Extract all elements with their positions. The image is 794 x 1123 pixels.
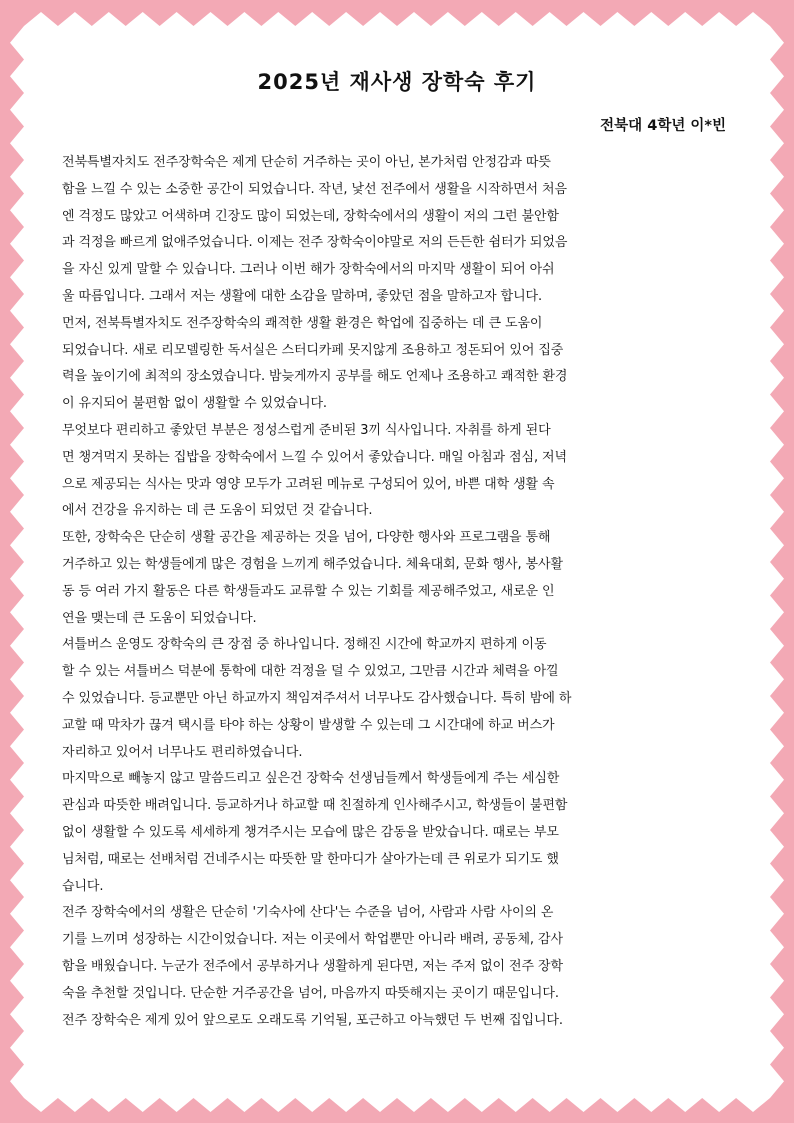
text-line: 전주 장학숙은 제게 있어 앞으로도 오래도록 기억될, 포근하고 아늑했던 두 번째 집입니다. <box>62 1012 563 1028</box>
text-line: 숙을 추천할 것입니다. 단순한 거주공간을 넘어, 마음까지 따뜻해지는 곳이기 때문입니다. <box>62 985 559 1001</box>
text-line: 되었습니다. 새로 리모델링한 독서실은 스터디카페 못지않게 조용하고 정돈되어 있어 집중 <box>62 342 564 358</box>
text-line: 과 걱정을 빠르게 없애주었습니다. 이제는 전주 장학숙이야말로 저의 든든한 쉼터가 되었음 <box>62 235 568 251</box>
text-line: 할 수 있는 셔틀버스 덕분에 통학에 대한 걱정을 덜 수 있었고, 그만큼 시간과 체력을 아낄 <box>62 664 559 680</box>
text-line: 무엇보다 편리하고 좋았던 부분은 정성스럽게 준비된 3끼 식사입니다. 자취를 하게 된다 <box>62 422 551 438</box>
text-line: 수 있었습니다. 등교뿐만 아닌 하교까지 책임져주셔서 너무나도 감사했습니다. 특히 밤에 하 <box>62 690 572 706</box>
essay-body <box>62 150 642 1034</box>
text-line: 으로 제공되는 식사는 맛과 영양 모두가 고려된 메뉴로 구성되어 있어, 바쁜 대학 생활 속 <box>62 476 555 492</box>
text-line: 거주하고 있는 학생들에게 많은 경험을 느끼게 해주었습니다. 체육대회, 문화 행사, 봉사활 <box>62 556 563 572</box>
text-line: 면 챙겨먹지 못하는 집밥을 장학숙에서 느낄 수 있어서 좋았습니다. 매일 아침과 점심, 저녁 <box>62 449 567 465</box>
text-line: 먼저, 전북특별자치도 전주장학숙의 쾌적한 생활 환경은 학업에 집중하는 데 큰 도움이 <box>62 315 543 331</box>
text-line: 연을 맺는데 큰 도움이 되었습니다. <box>62 610 257 626</box>
author-name: 전북대 4학년 이*빈 <box>600 118 726 134</box>
text-line: 님처럼, 때로는 선배처럼 건네주시는 따뜻한 말 한마디가 살아가는데 큰 위로가 되기도 했 <box>62 851 559 867</box>
text-line: 습니다. <box>62 878 104 894</box>
text-line: 없이 생활할 수 있도록 세세하게 챙겨주시는 모습에 많은 감동을 받았습니다. 때로는 부모 <box>62 824 559 840</box>
text-line: 또한, 장학숙은 단순히 생활 공간을 제공하는 것을 넘어, 다양한 행사와 프로그램을 통해 <box>62 530 551 546</box>
text-line: 동 등 여러 가지 활동은 다른 학생들과도 교류할 수 있는 기회를 제공해주었고, 새로운 인 <box>62 583 555 599</box>
text-line: 전북특별자치도 전주장학숙은 제게 단순히 거주하는 곳이 아닌, 본가처럼 안정감과 따뜻 <box>62 155 551 170</box>
text-line: 력을 높이기에 최적의 장소였습니다. 밤늦게까지 공부를 해도 언제나 조용하고 쾌적한 환경 <box>62 369 568 385</box>
text-line: 전주 장학숙에서의 생활은 단순히 '기숙사에 산다'는 수준을 넘어, 사람과 사람 사이의 온 <box>62 905 554 921</box>
text-line: 울 따름입니다. 그래서 저는 생활에 대한 소감을 말하며, 좋았던 점을 말하고자 합니다. <box>62 288 543 304</box>
text-line: 관심과 따뜻한 배려입니다. 등교하거나 하교할 때 친절하게 인사해주시고, 학생들이 불편함 <box>62 798 568 814</box>
text-line: 기를 느끼며 성장하는 시간이었습니다. 저는 이곳에서 학업뿐만 아니라 배려, 공동체, 감사 <box>62 932 563 948</box>
text-line: 함을 배웠습니다. 누군가 전주에서 공부하거나 생활하게 된다면, 저는 주저 없이 전주 장학 <box>62 958 563 974</box>
text-line: 마지막으로 빼놓지 않고 말씀드리고 싶은건 장학숙 선생님들께서 학생들에게 주는 세심한 <box>62 771 560 787</box>
text-line: 엔 걱정도 많았고 어색하며 긴장도 많이 되었는데, 장학숙에서의 생활이 저의 그런 불안함 <box>62 208 559 224</box>
text-line: 교할 때 막차가 끊겨 택시를 타야 하는 상황이 발생할 수 있는데 그 시간대에 하교 버스가 <box>62 717 555 733</box>
text-line: 셔틀버스 운영도 장학숙의 큰 장점 중 하나입니다. 정해진 시간에 학교까지 편하게 이동 <box>62 637 547 653</box>
text-line: 이 유지되어 불편함 없이 생활할 수 있었습니다. <box>62 396 327 412</box>
text-line: 에서 건강을 유지하는 데 큰 도움이 되었던 것 같습니다. <box>62 503 373 519</box>
text-line: 을 자신 있게 말할 수 있습니다. 그러나 이번 해가 장학숙에서의 마지막 생활이 되어 아쉬 <box>62 262 555 278</box>
text-line: 자리하고 있어서 너무나도 편리하였습니다. <box>62 744 303 760</box>
page-title: 2025년 재사생 장학숙 후기 <box>257 70 537 94</box>
text-line: 함을 느낄 수 있는 소중한 공간이 되었습니다. 작년, 낯선 전주에서 생활을 시작하면서 처음 <box>62 181 567 197</box>
